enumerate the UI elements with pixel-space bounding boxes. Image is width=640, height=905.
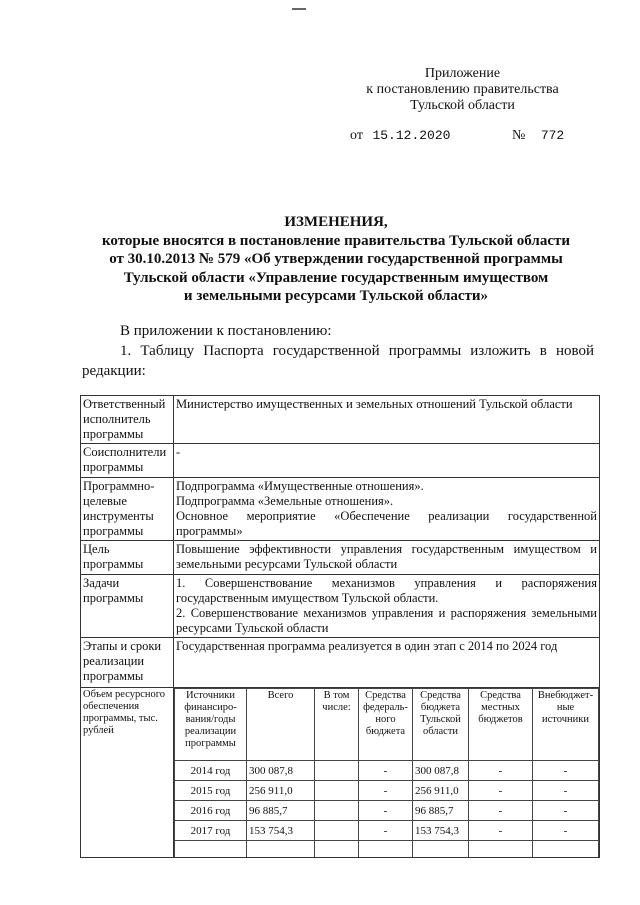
row-label: Программно-целевые инструменты программы: [81, 478, 174, 541]
row-value-line: Основное мероприятие «Обеспечение реализации государственной программы»: [176, 509, 597, 538]
row-value-line: 2. Совершенствование механизмов управления и распоряжения земельными ресурсами Тульской области: [176, 606, 597, 635]
finance-row: [175, 761, 599, 781]
appendix-line: Тульской области: [410, 98, 515, 113]
finance-fed: -: [359, 761, 413, 781]
finance-empty: [469, 841, 533, 857]
row-label: Этапы и сроки реализации программы: [81, 638, 174, 688]
finance-row: [175, 801, 599, 821]
finance-local: -: [469, 801, 533, 821]
date-number-line: [350, 128, 564, 144]
scan-mark: [292, 8, 306, 10]
intro-line: 1. Таблицу Паспорта государственной программы изложить в новой редакции:: [82, 343, 594, 379]
intro-text: [82, 321, 594, 381]
row-value: -: [174, 444, 600, 478]
finance-header-row: [175, 689, 599, 761]
row-value-line: Подпрограмма «Земельные отношения».: [176, 494, 394, 508]
row-value: [174, 575, 600, 638]
document-date: 15.12.2020: [372, 128, 451, 143]
finance-region: 256 911,0: [413, 781, 469, 801]
finance-extra: -: [533, 781, 599, 801]
row-label: Цель программы: [81, 541, 174, 575]
finance-extra: -: [533, 801, 599, 821]
finance-empty: [315, 841, 359, 857]
appendix-line: Приложение: [424, 66, 501, 81]
title-line: от 30.10.2013 № 579 «Об утверждении государственной программы: [109, 251, 563, 267]
finance-year: 2014 год: [175, 761, 247, 781]
passport-table: [80, 395, 600, 858]
title-line: и земельными ресурсами Тульской области»: [183, 288, 489, 304]
finance-row-empty: [175, 841, 599, 857]
appendix-line: к постановлению правительства: [366, 82, 559, 97]
finance-region: 300 087,8: [413, 761, 469, 781]
finance-empty: [315, 821, 359, 841]
row-value-line: 1. Совершенствование механизмов управления и распоряжения государственным имуществом Тульской области.: [176, 576, 597, 605]
finance-table: [174, 688, 599, 857]
finance-header: Всего: [247, 689, 315, 761]
finance-total: 300 087,8: [247, 761, 315, 781]
finance-header: Средства местных бюджетов: [469, 689, 533, 761]
table-row: [81, 688, 600, 858]
intro-line: В приложении к постановлению:: [120, 323, 332, 339]
row-value: Государственная программа реализуется в один этап с 2014 по 2024 год: [174, 638, 600, 688]
finance-year: 2017 год: [175, 821, 247, 841]
table-row: [81, 396, 600, 444]
finance-header: В том числе:: [315, 689, 359, 761]
row-value: Повышение эффективности управления государственным имуществом и земельными ресурсами Тульской области: [174, 541, 600, 575]
title-line: ИЗМЕНЕНИЯ,: [284, 214, 388, 230]
title-line: Тульской области «Управление государственным имуществом: [123, 269, 549, 286]
finance-fed: -: [359, 781, 413, 801]
finance-cell: [174, 688, 600, 858]
finance-extra: -: [533, 821, 599, 841]
table-row: [81, 541, 600, 575]
finance-local: -: [469, 761, 533, 781]
finance-total: 96 885,7: [247, 801, 315, 821]
finance-extra: -: [533, 761, 599, 781]
finance-total: 256 911,0: [247, 781, 315, 801]
row-label: Объем ресурсного обеспечения программы, тыс. рублей: [81, 688, 174, 858]
table-row: [81, 638, 600, 688]
finance-row: [175, 821, 599, 841]
finance-total: 153 754,3: [247, 821, 315, 841]
finance-header: Средства бюджета Тульской области: [413, 689, 469, 761]
finance-empty: [315, 781, 359, 801]
finance-local: -: [469, 781, 533, 801]
finance-local: -: [469, 821, 533, 841]
finance-header: Средства федераль-ного бюджета: [359, 689, 413, 761]
number-prefix: №: [511, 128, 526, 143]
row-label: Задачи программы: [81, 575, 174, 638]
finance-empty: [413, 841, 469, 857]
appendix-header: [340, 66, 585, 114]
finance-empty: [315, 761, 359, 781]
finance-empty: [533, 841, 599, 857]
document-title: [70, 213, 602, 306]
finance-year: 2015 год: [175, 781, 247, 801]
table-row: [81, 478, 600, 541]
row-value-line: Подпрограмма «Имущественные отношения».: [176, 479, 424, 493]
table-row: [81, 575, 600, 638]
finance-empty: [247, 841, 315, 857]
finance-region: 96 885,7: [413, 801, 469, 821]
finance-empty: [175, 841, 247, 857]
row-label: Соисполнители программы: [81, 444, 174, 478]
title-line: которые вносятся в постановление правительства Тульской области: [101, 232, 571, 249]
date-prefix: от: [350, 128, 363, 143]
finance-year: 2016 год: [175, 801, 247, 821]
finance-empty: [359, 841, 413, 857]
finance-empty: [315, 801, 359, 821]
finance-fed: -: [359, 801, 413, 821]
table-row: [81, 444, 600, 478]
finance-header: Источники финансиро-вания/годы реализации программы: [175, 689, 247, 761]
finance-region: 153 754,3: [413, 821, 469, 841]
finance-header: Внебюджет-ные источники: [533, 689, 599, 761]
finance-row: [175, 781, 599, 801]
row-label: Ответственный исполнитель программы: [81, 396, 174, 444]
document-number: 772: [540, 128, 565, 143]
finance-fed: -: [359, 821, 413, 841]
row-value: Министерство имущественных и земельных отношений Тульской области: [174, 396, 600, 444]
row-value: [174, 478, 600, 541]
